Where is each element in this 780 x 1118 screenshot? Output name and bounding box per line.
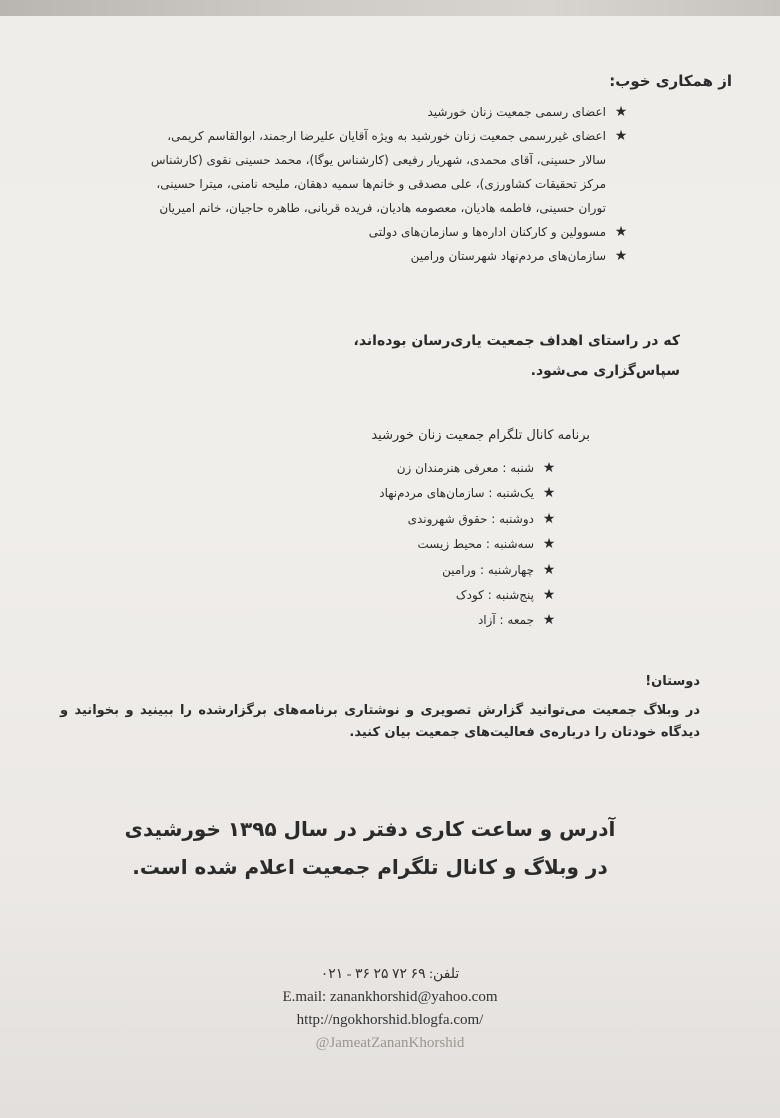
list-item: ★جمعه : آزاد	[379, 608, 558, 633]
list-item: ★سه‌شنبه : محیط زیست	[379, 532, 558, 557]
contact-block	[230, 963, 550, 1055]
friends-heading: دوستان!	[645, 674, 700, 689]
list-item: ★پنج‌شنبه : کودک	[379, 583, 558, 608]
star-icon: ★	[542, 485, 556, 502]
cooperation-heading: از همکاری خوب:	[609, 72, 732, 90]
star-icon: ★	[542, 561, 556, 578]
star-icon: ★	[542, 536, 556, 553]
email-address: E.mail: zanankhorshid@yahoo.com	[282, 989, 498, 1005]
list-item: ★یک‌شنبه : سازمان‌های مردم‌نهاد	[379, 481, 558, 506]
star-icon: ★	[614, 224, 628, 240]
thanks-text: که در راستای اهداف جمعیت یاری‌رسان بوده‌اند، سپاس‌گزاری می‌شود.	[353, 333, 680, 379]
address-notice: آدرس و ساعت کاری دفتر در سال ۱۳۹۵ خورشیدی در وبلاگ و کانال تلگرام جمعیت اعلام شده است.	[124, 817, 616, 879]
star-icon: ★	[542, 510, 556, 527]
scan-shadow	[0, 0, 780, 16]
telegram-program-title: برنامه کانال تلگرام جمعیت زنان خورشید	[371, 428, 590, 443]
star-icon: ★	[542, 460, 556, 476]
phone-number: تلفن: ۶۹ ۷۲ ۲۵ ۳۶ - ۰۲۱	[320, 967, 460, 982]
telegram-handle: @JameatZananKhorshid	[315, 1035, 465, 1051]
telegram-schedule-list	[379, 456, 558, 634]
cooperators-list	[30, 100, 630, 268]
list-item: ★دوشنبه : حقوق شهروندی	[379, 507, 558, 532]
star-icon: ★	[614, 248, 628, 264]
star-icon: ★	[614, 104, 628, 120]
list-item: ★ اعضای غیررسمی جمعیت زنان خورشید به ویژه آقایان علیرضا ارجمند، ابوالقاسم کریمی، سالار حسینی، آقای محمدی، شهریار رفیعی (کارشناس یوگا)، محمد حسینی نقوی (کارشناس مرکز تحقیقات کشاورزی)، علی مصدقی و خانم‌ها سمیه دهقان، ملیحه نامنی، میترا حسینی، توران حسینی، فاطمه هادیان، معصومه هادیان، فریده قربانی، طاهره حاجیان، خانم امیریان	[146, 124, 630, 220]
friends-paragraph: در وبلاگ جمعیت می‌توانید گزارش تصویری و نوشتاری برنامه‌های برگزارشده را ببینید و بخوانید و دیدگاه خودتان را درباره‌ی فعالیت‌های جمعیت بیان کنید.	[60, 703, 700, 740]
list-item: ★چهارشنبه : ورامین	[379, 558, 558, 583]
list-item: ★ مسوولین و کارکنان اداره‌ها و سازمان‌های دولتی	[30, 220, 630, 244]
list-item: ★شنبه : معرفی هنرمندان زن	[379, 456, 558, 481]
list-item: ★ سازمان‌های مردم‌نهاد شهرستان ورامین	[30, 244, 630, 268]
star-icon: ★	[542, 587, 556, 604]
star-icon: ★	[542, 612, 556, 629]
list-item: ★ اعضای رسمی جمعیت زنان خورشید	[30, 100, 630, 124]
blog-link[interactable]: http://ngokhorshid.blogfa.com/	[296, 1012, 484, 1028]
star-icon: ★	[614, 128, 628, 144]
